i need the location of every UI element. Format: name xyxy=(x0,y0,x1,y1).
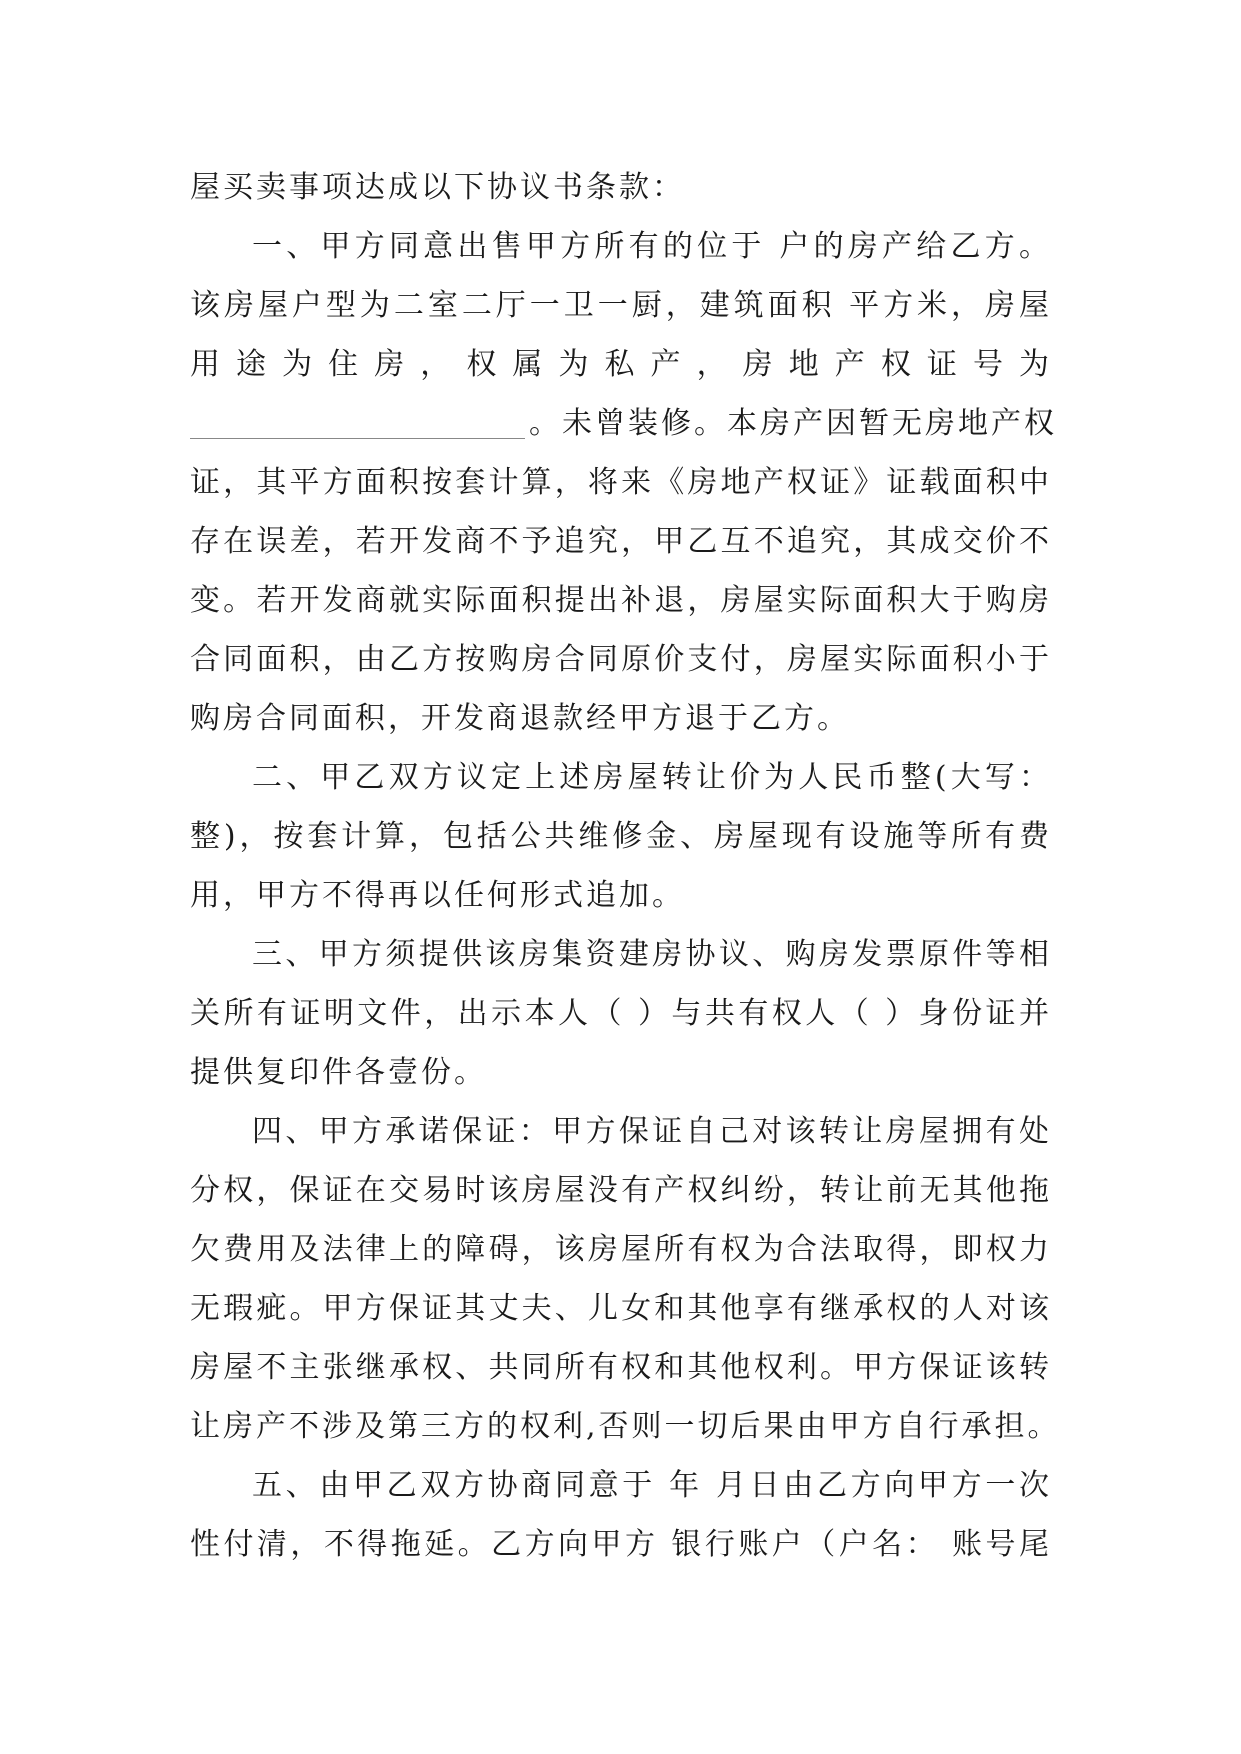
text-line: 屋买卖事项达成以下协议书条款： xyxy=(190,170,685,205)
text-fragment: 。未曾装修。本房产因暂无房地产权 xyxy=(529,406,1057,441)
text-line: 欠费用及法律上的障碍，该房屋所有权为合法取得，即权力 xyxy=(190,1232,1052,1267)
text-line-with-blank xyxy=(190,394,1057,453)
text-line: 房屋不主张继承权、共同所有权和其他权利。甲方保证该转 xyxy=(190,1350,1052,1385)
clause-1-start: 一、甲方同意出售甲方所有的位于 户的房产给乙方。 xyxy=(252,229,1052,264)
text-line: 分权，保证在交易时该房屋没有产权纠纷，转让前无其他拖 xyxy=(190,1173,1052,1208)
text-line: 该房屋户型为二室二厅一卫一厨，建筑面积 平方米，房屋 xyxy=(190,288,1052,323)
clause-4-start: 四、甲方承诺保证：甲方保证自己对该转让房屋拥有处 xyxy=(252,1114,1052,1149)
text-line: 变。若开发商就实际面积提出补退，房屋实际面积大于购房 xyxy=(190,583,1052,618)
text-line: 用途为住房，权属为私产，房地产权证号为 xyxy=(190,347,1052,382)
text-line: 无瑕疵。甲方保证其丈夫、儿女和其他享有继承权的人对该 xyxy=(190,1291,1052,1326)
text-line: 合同面积，由乙方按购房合同原价支付，房屋实际面积小于 xyxy=(190,642,1052,677)
text-line: 存在误差，若开发商不予追究，甲乙互不追究，其成交价不 xyxy=(190,524,1052,559)
clause-2-start: 二、甲乙双方议定上述房屋转让价为人民币整(大写： xyxy=(252,760,1052,795)
text-line: 关所有证明文件，出示本人（ ）与共有权人（ ）身份证并 xyxy=(190,996,1052,1031)
text-line: 提供复印件各壹份。 xyxy=(190,1055,487,1090)
clause-5-start: 五、由甲乙双方协商同意于 年 月日由乙方向甲方一次 xyxy=(252,1468,1052,1503)
text-line: 性付清，不得拖延。乙方向甲方 银行账户（户名： 账号尾 xyxy=(190,1527,1052,1562)
text-line: 用，甲方不得再以任何形式追加。 xyxy=(190,878,685,913)
blank-underline xyxy=(190,408,525,439)
text-line: 让房产不涉及第三方的权利,否则一切后果由甲方自行承担。 xyxy=(190,1409,1061,1444)
clause-3-start: 三、甲方须提供该房集资建房协议、购房发票原件等相 xyxy=(252,937,1052,972)
text-line: 证，其平方面积按套计算，将来《房地产权证》证载面积中 xyxy=(190,465,1052,500)
document-body xyxy=(190,158,1061,1574)
text-line: 整)，按套计算，包括公共维修金、房屋现有设施等所有费 xyxy=(190,819,1052,854)
text-line: 购房合同面积，开发商退款经甲方退于乙方。 xyxy=(190,701,850,736)
